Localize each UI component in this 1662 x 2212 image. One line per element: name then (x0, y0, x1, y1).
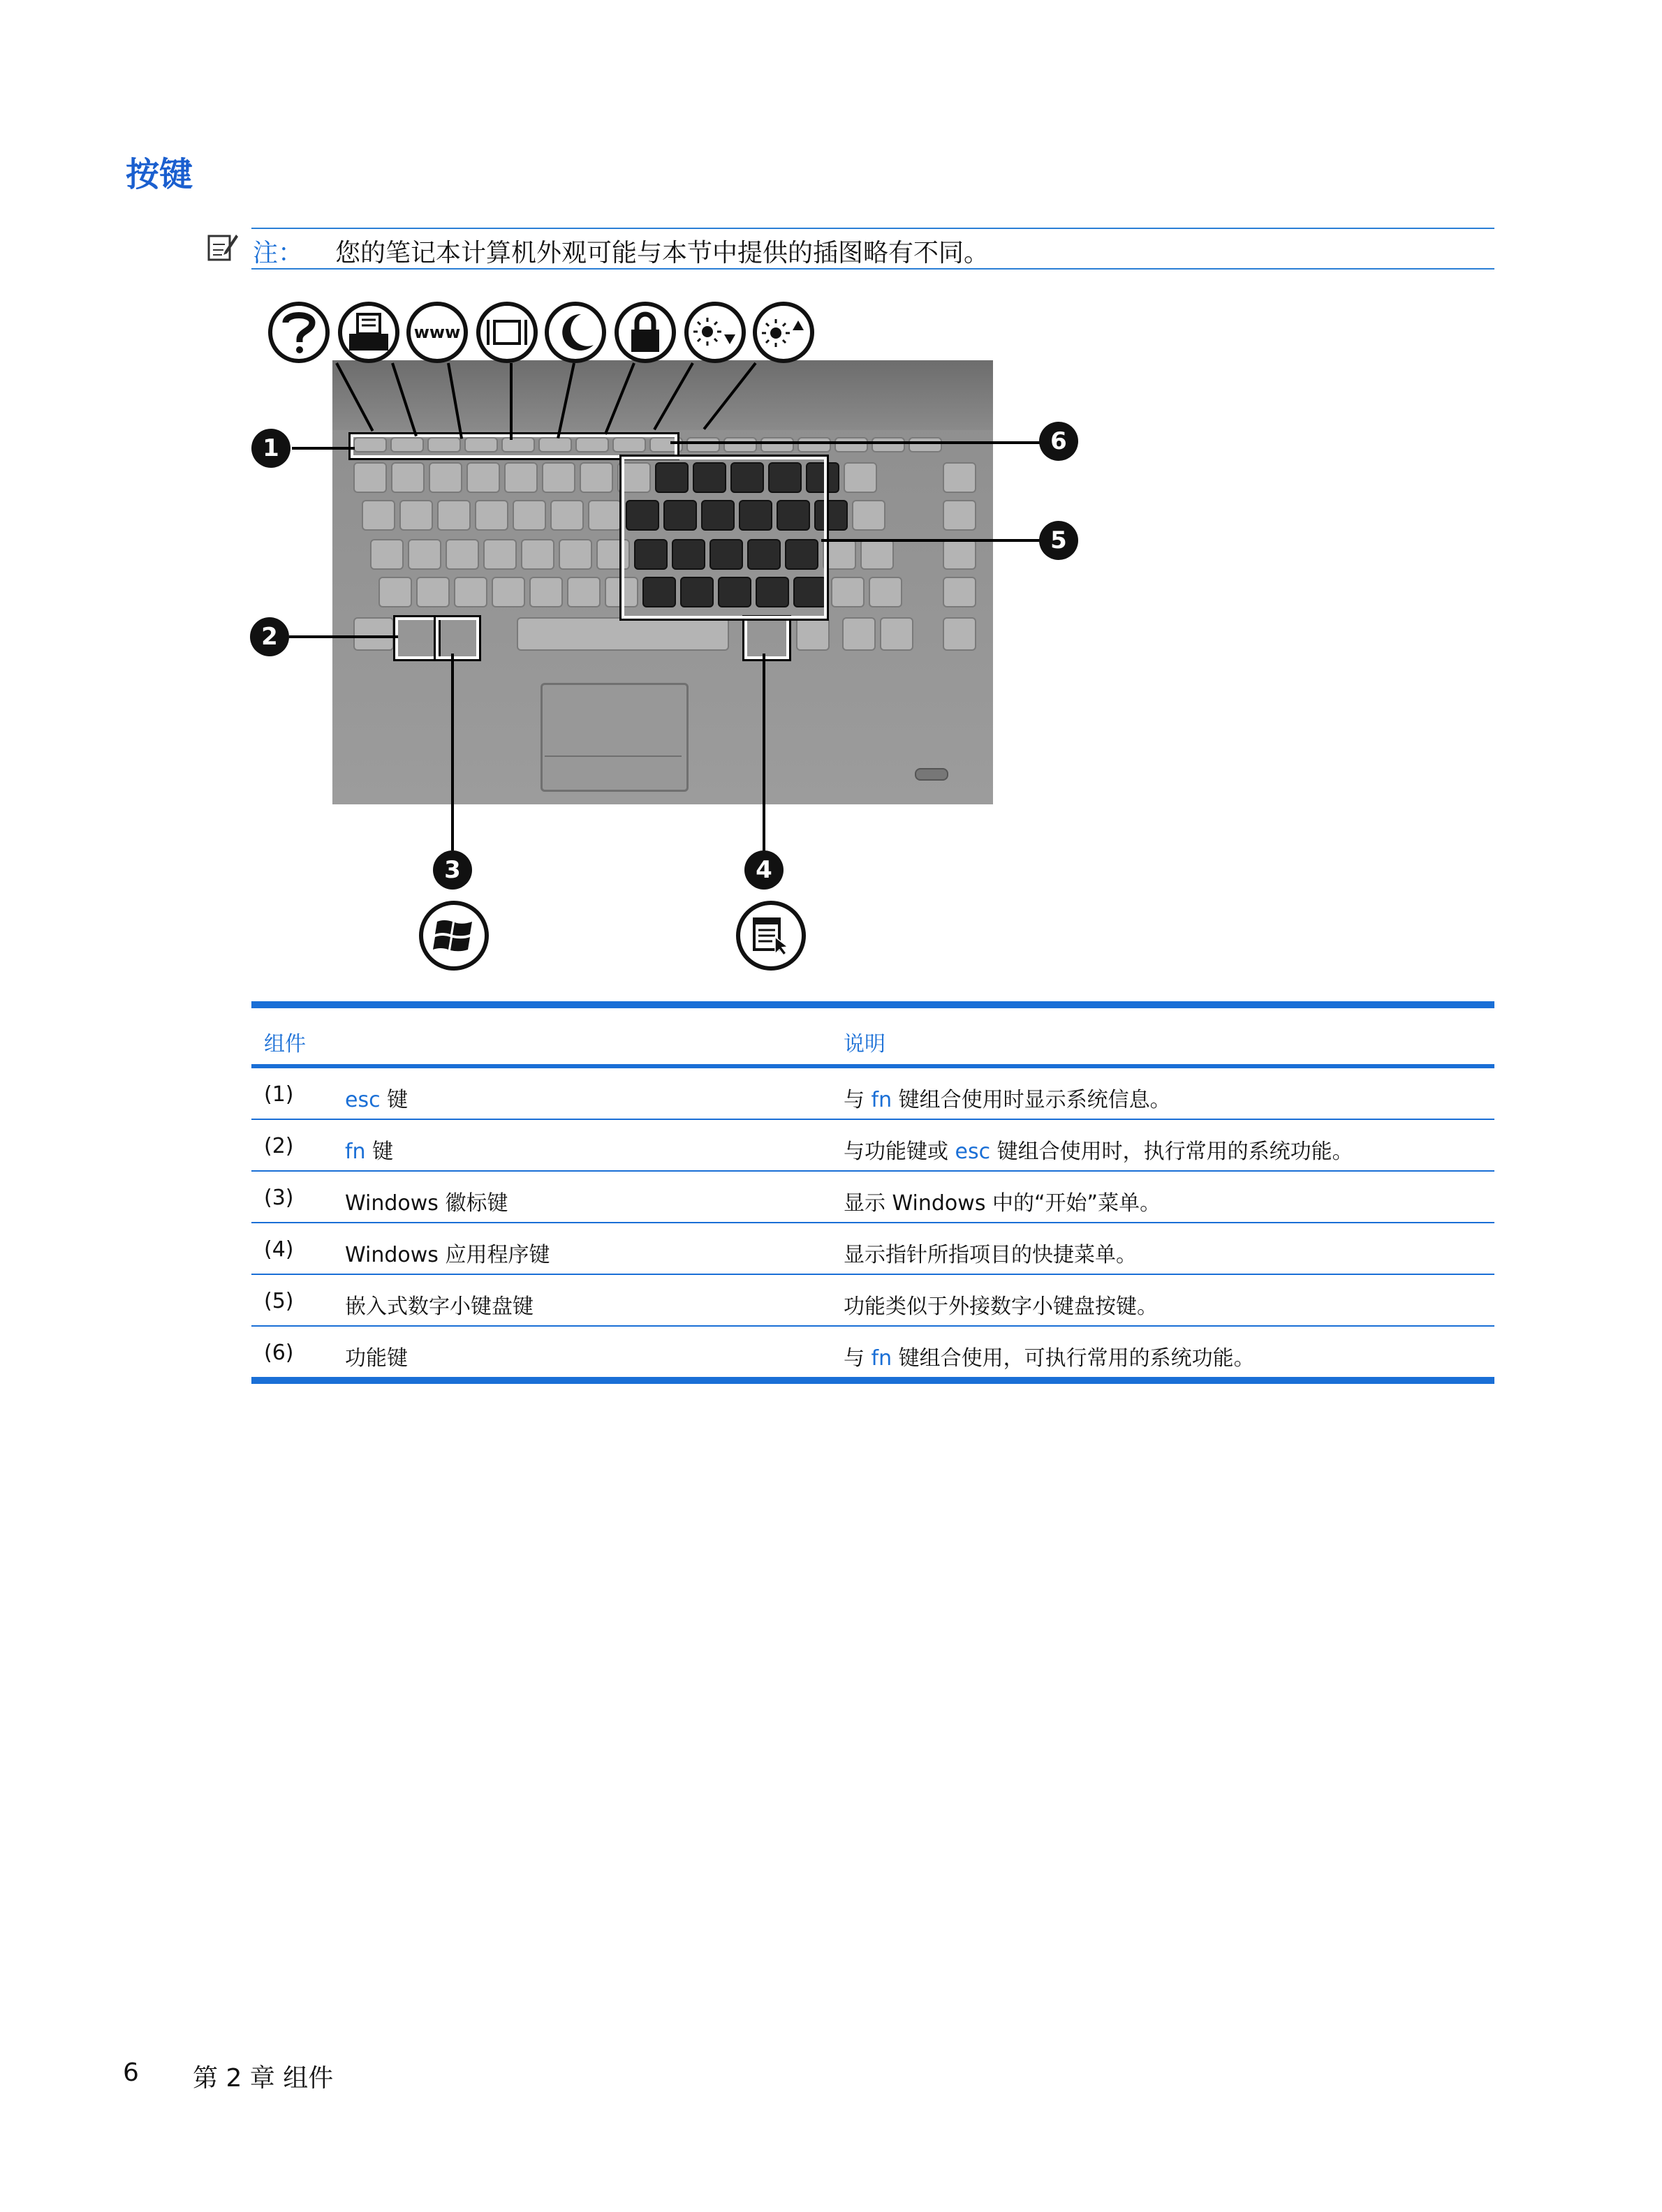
keyboard-key (437, 500, 471, 531)
keyboard-key (353, 462, 387, 493)
keyboard-key (454, 577, 487, 607)
header-description: 说明 (844, 1032, 885, 1056)
keyboard-key (943, 577, 976, 607)
keyboard-key (370, 539, 404, 570)
page-number: 6 (123, 2058, 139, 2087)
component-name: Windows 应用程序键 (345, 1243, 550, 1267)
component-key-highlight: esc (345, 1088, 381, 1112)
print-icon (338, 302, 399, 363)
description-pre: 与 (844, 1088, 872, 1112)
fingerprint-reader (915, 768, 948, 781)
question-icon (268, 302, 330, 363)
keyboard-key (521, 539, 554, 570)
keyboard-key (416, 577, 450, 607)
description-post: 键组合使用时，执行常用的系统功能。 (990, 1140, 1353, 1164)
row-description (844, 1341, 1255, 1371)
keyboard-key (796, 617, 830, 651)
chapter-label: 第 2 章 组件 (193, 2064, 334, 2093)
keyboard-key (797, 437, 831, 452)
numpad-highlight (622, 457, 827, 619)
keyboard-key (408, 539, 441, 570)
row-description (844, 1237, 1137, 1268)
table-body (251, 1068, 1494, 1378)
component-name: 键 (380, 1088, 409, 1112)
component-name: 键 (365, 1140, 394, 1164)
keyboard-key (513, 500, 546, 531)
note-pencil-icon (207, 230, 239, 263)
keyboard-key (429, 462, 462, 493)
keyboard-key (580, 462, 613, 493)
keyboard-key (943, 462, 976, 493)
description-pre: 显示指针所指项目的快捷菜单。 (844, 1243, 1137, 1267)
callout-line-2 (289, 635, 398, 638)
keyboard-key (362, 500, 395, 531)
www-icon-label: www (413, 323, 461, 342)
keyboard-key (475, 500, 508, 531)
callout-number-6: 6 (1039, 422, 1078, 461)
keyboard-key (831, 577, 865, 607)
description-pre: 显示 Windows 中的“开始”菜单。 (844, 1191, 1161, 1216)
callout-number-4: 4 (744, 850, 784, 890)
keyboard-key (529, 577, 563, 607)
callout-number-5: 5 (1039, 521, 1078, 560)
brightness-up-icon (753, 302, 814, 363)
keyboard-key (860, 539, 894, 570)
icon-connector-4 (510, 363, 513, 440)
callout-line-3 (451, 654, 454, 850)
table-header (251, 1001, 1494, 1068)
description-key-highlight: fn (871, 1346, 892, 1371)
touchpad-buttons (545, 755, 682, 785)
keyboard-key (504, 462, 538, 493)
keyboard-key (909, 437, 942, 452)
keyboard-key (823, 539, 856, 570)
application-menu-icon (736, 901, 806, 971)
row-number: (2) (264, 1134, 294, 1158)
display-switch-icon (476, 302, 538, 363)
callout-line-6 (670, 441, 1040, 444)
keyboard-key (943, 539, 976, 570)
description-key-highlight: fn (871, 1088, 892, 1112)
keyboard-key (559, 539, 592, 570)
keyboard-key (852, 500, 885, 531)
keyboard-key (869, 577, 902, 607)
keyboard-key (588, 500, 622, 531)
row-component (345, 1134, 393, 1165)
table-row (251, 1275, 1494, 1327)
app-key-highlight (744, 617, 789, 659)
keyboard-key (492, 577, 525, 607)
description-post: 键组合使用，可执行常用的系统功能。 (892, 1346, 1255, 1371)
windows-logo-icon (419, 901, 489, 971)
row-description (844, 1186, 1161, 1216)
lock-icon (615, 302, 676, 363)
keyboard-key (550, 500, 584, 531)
callout-line-5 (821, 539, 1040, 542)
description-post: 键组合使用时显示系统信息。 (892, 1088, 1171, 1112)
keyboard-key (466, 462, 500, 493)
brightness-down-icon (684, 302, 746, 363)
table-row (251, 1172, 1494, 1223)
component-name: 嵌入式数字小键盘键 (345, 1295, 534, 1319)
keyboard-key (943, 500, 976, 531)
row-component (345, 1289, 534, 1320)
row-component (345, 1237, 550, 1268)
table-row (251, 1223, 1494, 1275)
keyboard-key (399, 500, 433, 531)
keyboard-key (943, 617, 976, 651)
row-number: (1) (264, 1082, 294, 1107)
keyboard-key (353, 617, 394, 651)
component-name: 功能键 (345, 1346, 408, 1371)
row-number: (3) (264, 1186, 294, 1210)
keyboard-key (723, 437, 757, 452)
row-number: (4) (264, 1237, 294, 1262)
keyboard-key (378, 577, 412, 607)
callout-number-3: 3 (433, 850, 472, 890)
description-pre: 功能类似于外接数字小键盘按键。 (844, 1295, 1158, 1319)
component-name: Windows 徽标键 (345, 1191, 508, 1216)
keyboard-key (834, 437, 868, 452)
description-pre: 与 (844, 1346, 872, 1371)
table-row (251, 1120, 1494, 1172)
row-description (844, 1289, 1158, 1320)
description-key-highlight: esc (955, 1140, 991, 1164)
row-description (844, 1082, 1171, 1113)
row-number: (5) (264, 1289, 294, 1313)
keyboard-key (542, 462, 575, 493)
page-title: 按键 (126, 155, 193, 194)
row-number: (6) (264, 1341, 294, 1365)
keyboard-key (760, 437, 794, 452)
www-icon (406, 302, 468, 363)
keyboard-key (517, 617, 729, 651)
keyboard-key (483, 539, 517, 570)
row-component (345, 1186, 508, 1216)
keyboard-key (872, 437, 905, 452)
note-text: 您的笔记本计算机外观可能与本节中提供的插图略有不同。 (335, 239, 990, 267)
note-label: 注： (253, 239, 304, 267)
row-description (844, 1134, 1353, 1165)
sleep-moon-icon (545, 302, 606, 363)
table-row (251, 1327, 1494, 1378)
callout-number-2: 2 (250, 617, 289, 656)
component-key-highlight: fn (345, 1140, 366, 1164)
keyboard-key (686, 437, 720, 452)
fn-key-highlight (395, 617, 439, 659)
keyboard-key (842, 617, 876, 651)
keyboard-hinge (332, 360, 993, 430)
function-keys-highlight (351, 434, 677, 458)
windows-key-highlight (436, 617, 479, 659)
callout-line-4 (763, 654, 765, 850)
table-row (251, 1068, 1494, 1120)
row-component (345, 1082, 408, 1113)
keyboard-key (567, 577, 601, 607)
keyboard-key (844, 462, 877, 493)
callout-line-1 (292, 447, 355, 450)
row-component (345, 1341, 408, 1371)
components-table (251, 1001, 1494, 1384)
header-component: 组件 (264, 1032, 306, 1056)
callout-number-1: 1 (251, 429, 291, 468)
keyboard-key (446, 539, 479, 570)
keyboard-key (391, 462, 425, 493)
description-pre: 与功能键或 (844, 1140, 955, 1164)
keyboard-key (880, 617, 913, 651)
